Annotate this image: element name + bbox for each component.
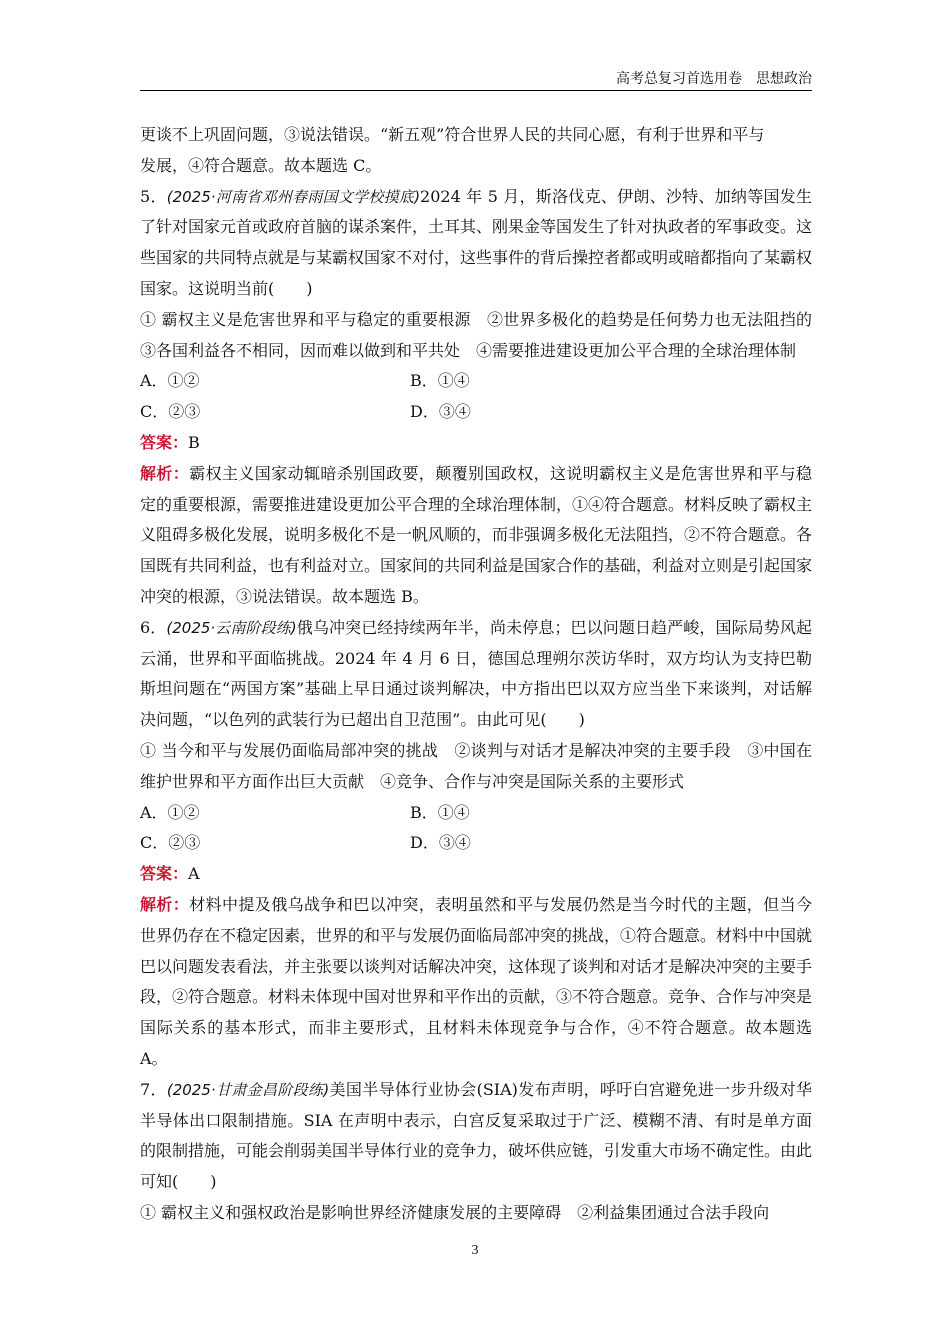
q7-stem-paragraph bbox=[140, 1075, 812, 1198]
q5-option-b: B．①④ bbox=[410, 371, 470, 391]
q6-options-row-1 bbox=[140, 798, 812, 829]
q6-stem-paragraph bbox=[140, 613, 812, 736]
prev-line-2: 发展，④符合题意。故本题选 C。 bbox=[140, 155, 382, 175]
q6-analysis: 材料中提及俄乌战争和巴以冲突，表明虽然和平与发展仍然是当今时代的主题，但当今世界仍存在不稳定因素，世界的和平与发展仍面临局部冲突的挑战，①符合题意。材料中中国就巴以问题发表看法，并主张要以谈判对话解决冲突，这体现了谈判和对话才是解决冲突的主要手段，②符合题意。材料未体现中国对世界和平作出的贡献，③不符合题意。竞争、合作与冲突是国际关系的基本形式，而非主要形式，且材料未体现竞争与合作，④不符合题意。故本题选 A。 bbox=[140, 894, 813, 1068]
q5-analysis-label: 解析： bbox=[140, 463, 190, 483]
previous-question-tail bbox=[140, 120, 812, 182]
header-rule bbox=[140, 90, 812, 91]
q5-option-c: C．②③ bbox=[140, 402, 201, 422]
q5-answer: B bbox=[188, 432, 200, 452]
q5-source: (2025·河南省邓州春雨国文学校摸底) bbox=[166, 187, 421, 206]
q6-option-b: B．①④ bbox=[410, 802, 470, 822]
q5-stem: 2024 年 5 月，斯洛伐克、伊朗、沙特、加纳等国发生了针对国家元首或政府首脑的谋杀案件，土耳其、刚果金等国发生了针对执政者的军事政变。这些国家的共同特点就是与某霸权国家不对付，这些事件的背后操控者都或明或暗都指向了某霸权国家。这说明当前( ) bbox=[140, 186, 813, 298]
q5-option-d: D．③④ bbox=[410, 402, 471, 422]
prev-line-1: 更谈不上巩固问题，③说法错误。“新五观”符合世界人民的共同心愿，有利于世界和平与 bbox=[140, 125, 765, 144]
q5-answer-label: 答案： bbox=[140, 432, 189, 452]
q6-analysis-paragraph bbox=[140, 890, 812, 1075]
q6-analysis-label: 解析： bbox=[140, 894, 190, 914]
q5-analysis: 霸权主义国家动辄暗杀别国政要，颠覆别国政权，这说明霸权主义是危害世界和平与稳定的重要根源，需要推进建设更加公平合理的全球治理体制，①④符合题意。材料反映了霸权主义阻碍多极化发展，说明多极化不是一帆风顺的，而非强调多极化无法阻挡，②不符合题意。各国既有共同利益，也有利益对立。国家间的共同利益是国家合作的基础，利益对立则是引起国家冲突的根源，③说法错误。故本题选 B。 bbox=[140, 463, 813, 606]
q5-statements: ① 霸权主义是危害世界和平与稳定的重要根源 ②世界多极化的趋势是任何势力也无法阻挡的 ③各国利益各不相同，因而难以做到和平共处 ④需要推进建设更加公平合理的全球治理体制 bbox=[140, 309, 829, 360]
q6-option-c: C．②③ bbox=[140, 833, 201, 853]
running-header: 高考总复习首选用卷 思想政治 bbox=[616, 71, 812, 87]
q5-answer-line bbox=[140, 428, 812, 459]
q5-number: 5． bbox=[140, 186, 167, 206]
page-number: 3 bbox=[471, 1243, 479, 1258]
page-content bbox=[140, 120, 829, 1229]
q7-stem: 美国半导体行业协会(SIA)发布声明，呼吁白宫避免进一步升级对华半导体出口限制措施。SIA 在声明中表示，白宫反复采取过于广泛、模糊不清、有时是单方面的限制措施，可能会削弱美国半导体行业的竞争力，破坏供应链，引发重大市场不确定性。由此可知( ) bbox=[140, 1079, 813, 1192]
q5-analysis-paragraph bbox=[140, 459, 812, 613]
q7-number: 7． bbox=[140, 1079, 167, 1099]
q6-statements: ① 当今和平与发展仍面临局部冲突的挑战 ②谈判与对话才是解决冲突的主要手段 ③中国在维护世界和平方面作出巨大贡献 ④竞争、合作与冲突是国际关系的主要形式 bbox=[140, 740, 812, 791]
q6-source: (2025·云南阶段练) bbox=[166, 618, 297, 637]
q6-options-row-2 bbox=[140, 828, 812, 859]
q6-answer-label: 答案： bbox=[140, 864, 189, 884]
q6-option-a: A．①② bbox=[140, 802, 200, 822]
q7-statements: ① 霸权主义和强权政治是影响世界经济健康发展的主要障碍 ②利益集团通过合法手段向 bbox=[140, 1202, 770, 1222]
q6-answer-line bbox=[140, 859, 812, 890]
q5-options-row-2 bbox=[140, 397, 812, 428]
q5-option-a: A．①② bbox=[140, 371, 200, 391]
q5-options-row-1 bbox=[140, 366, 812, 397]
q6-option-d: D．③④ bbox=[410, 833, 471, 853]
q6-answer: A bbox=[188, 864, 200, 884]
q7-source: (2025·甘肃金昌阶段练) bbox=[166, 1080, 330, 1099]
q6-stem: 俄乌冲突已经持续两年半，尚未停息；巴以问题日趋严峻，国际局势风起云涌，世界和平面临挑战。2024 年 4 月 6 日，德国总理朔尔茨访华时，双方均认为支持巴勒斯坦问题在“两国方案”基础上早日通过谈判解决，中方指出巴以双方应当坐下来谈判，对话解决问题，“以色列的武装行为已超出自卫范围”。由此可见( ) bbox=[140, 617, 812, 730]
question-6 bbox=[140, 613, 812, 1075]
question-5 bbox=[140, 182, 829, 613]
q5-stem-paragraph bbox=[140, 182, 812, 305]
question-7 bbox=[140, 1075, 812, 1229]
q6-number: 6． bbox=[140, 617, 167, 637]
